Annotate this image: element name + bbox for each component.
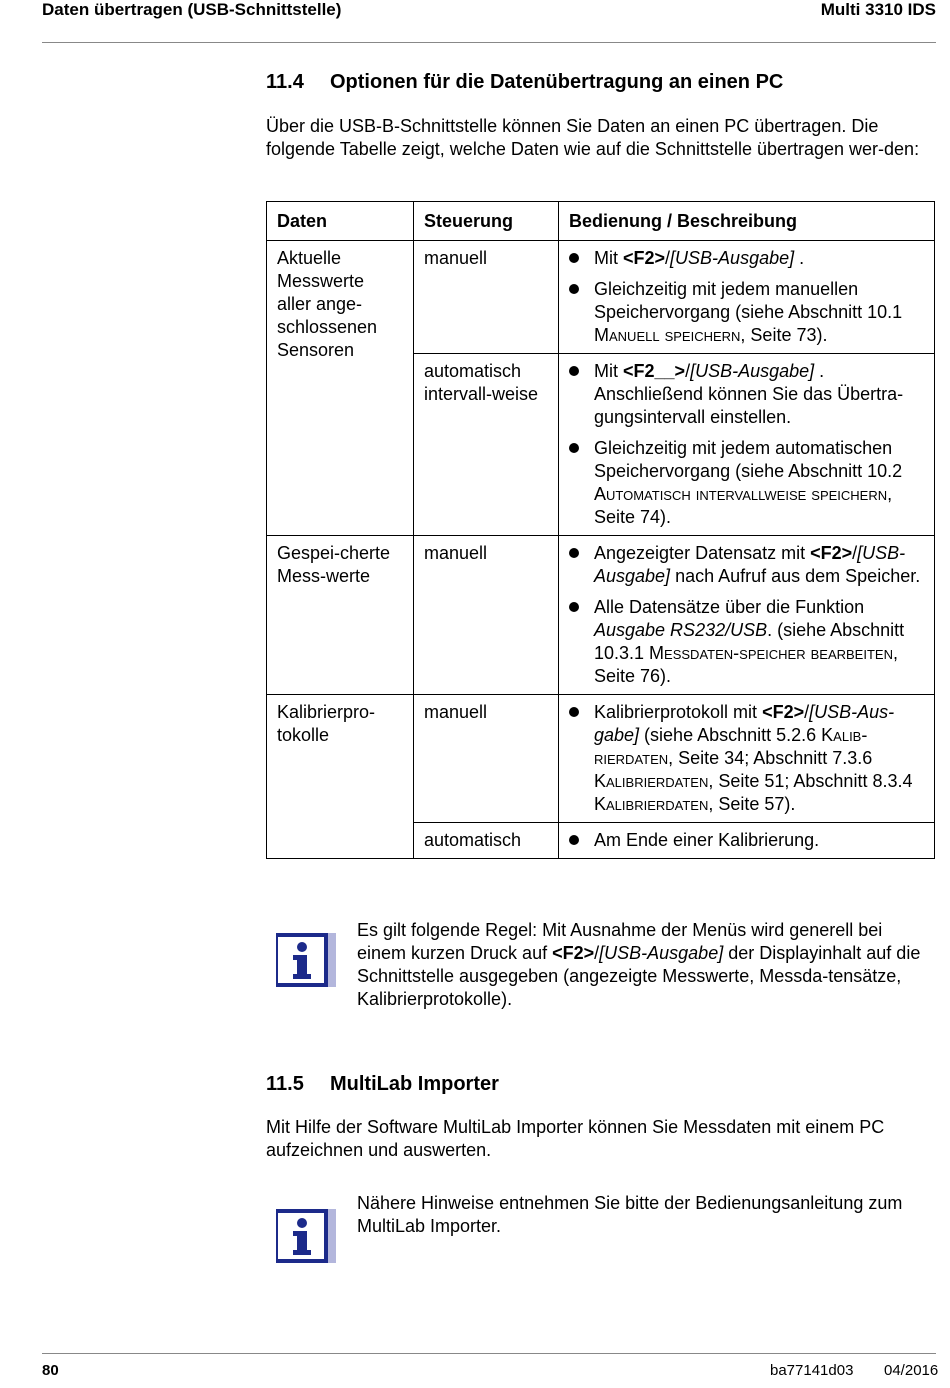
bullet-item: Kalibrierprotokoll mit <F2>/[USB-Aus-gabe] (siehe Abschnitt 5.2.6 Kalib-rierdaten, Seite 34; Abschnitt 7.3.6 Kalibrierdaten, Seite 51; Abschnitt 8.3.4 Kalibrierdaten, Seite 57). [569, 701, 924, 816]
header-product: Multi 3310 IDS [820, 0, 936, 19]
daten-cell: Aktuelle Messwerte aller ange-schlossenen Sensoren [267, 241, 414, 536]
bullet-item: Alle Datensätze über die Funktion Ausgabe RS232/USB. (siehe Abschnitt 10.3.1 Messdaten-speicher bearbeiten, Seite 76). [569, 596, 924, 688]
section-number: 11.4 [266, 71, 304, 93]
section-title: MultiLab Importer [330, 1073, 499, 1095]
table-row [267, 536, 935, 695]
footer-divider [42, 1353, 936, 1354]
steuerung-cell: manuell [414, 241, 559, 354]
beschreibung-cell [559, 354, 935, 536]
info-icon [276, 1203, 336, 1263]
info-note-importer: Nähere Hinweise entnehmen Sie bitte der Bedienungsanleitung zum MultiLab Importer. [357, 1193, 903, 1236]
bullet-item: Mit <F2__>/[USB-Ausgabe] . Anschließend können Sie das Übertra-gungsintervall einstellen. [569, 360, 924, 429]
column-header: Daten [267, 202, 414, 241]
section-intro: Über die USB-B-Schnittstelle können Sie Daten an einen PC übertragen. Die folgende Tabelle zeigt, welche Daten wie auf die Schnittstelle übertragen wer-den: [266, 116, 920, 159]
document-id: ba77141d03 [770, 1362, 854, 1379]
page-number: 80 [42, 1362, 59, 1379]
document-date: 04/2016 [884, 1362, 939, 1379]
bullet-item: Mit <F2>/[USB-Ausgabe] . [569, 247, 924, 270]
table-row [267, 241, 935, 354]
data-transfer-table [266, 201, 935, 859]
beschreibung-cell [559, 241, 935, 354]
beschreibung-cell [559, 823, 935, 859]
header-divider [42, 42, 936, 43]
info-note-rule: Es gilt folgende Regel: Mit Ausnahme der Menüs wird generell bei einem kurzen Druck auf <F2>/[USB-Ausgabe] der Displayinhalt auf die Schnittstelle ausgegeben (angezeigte Messwerte, Messda-tensätze, Kalibrierprotokolle). [357, 920, 921, 1009]
info-icon [276, 927, 336, 987]
steuerung-cell: automatisch intervall-weise [414, 354, 559, 536]
bullet-item: Angezeigter Datensatz mit <F2>/[USB-Ausgabe] nach Aufruf aus dem Speicher. [569, 542, 924, 588]
section-title: Optionen für die Datenübertragung an einen PC [330, 71, 784, 93]
bullet-item: Gleichzeitig mit jedem automatischen Speichervorgang (siehe Abschnitt 10.2 Automatisch intervallweise speichern, Seite 74). [569, 437, 924, 529]
daten-cell: Gespei-cherte Mess-werte [267, 536, 414, 695]
section-intro: Mit Hilfe der Software MultiLab Importer können Sie Messdaten mit einem PC aufzeichnen und auswerten. [266, 1117, 885, 1160]
table-row [267, 695, 935, 823]
steuerung-cell: automatisch [414, 823, 559, 859]
beschreibung-cell [559, 695, 935, 823]
bullet-item: Am Ende einer Kalibrierung. [569, 829, 924, 852]
table-header-row [267, 202, 935, 241]
steuerung-cell: manuell [414, 695, 559, 823]
header-title: Daten übertragen (USB-Schnittstelle) [42, 0, 342, 19]
section-heading-11-5 [266, 1073, 499, 1096]
bullet-item: Gleichzeitig mit jedem manuellen Speichervorgang (siehe Abschnitt 10.1 Manuell speichern, Seite 73). [569, 278, 924, 347]
column-header: Bedienung / Beschreibung [559, 202, 935, 241]
column-header: Steuerung [414, 202, 559, 241]
section-number: 11.5 [266, 1073, 304, 1095]
daten-cell: Kalibrierpro-tokolle [267, 695, 414, 859]
steuerung-cell: manuell [414, 536, 559, 695]
beschreibung-cell [559, 536, 935, 695]
section-heading-11-4 [266, 71, 783, 94]
